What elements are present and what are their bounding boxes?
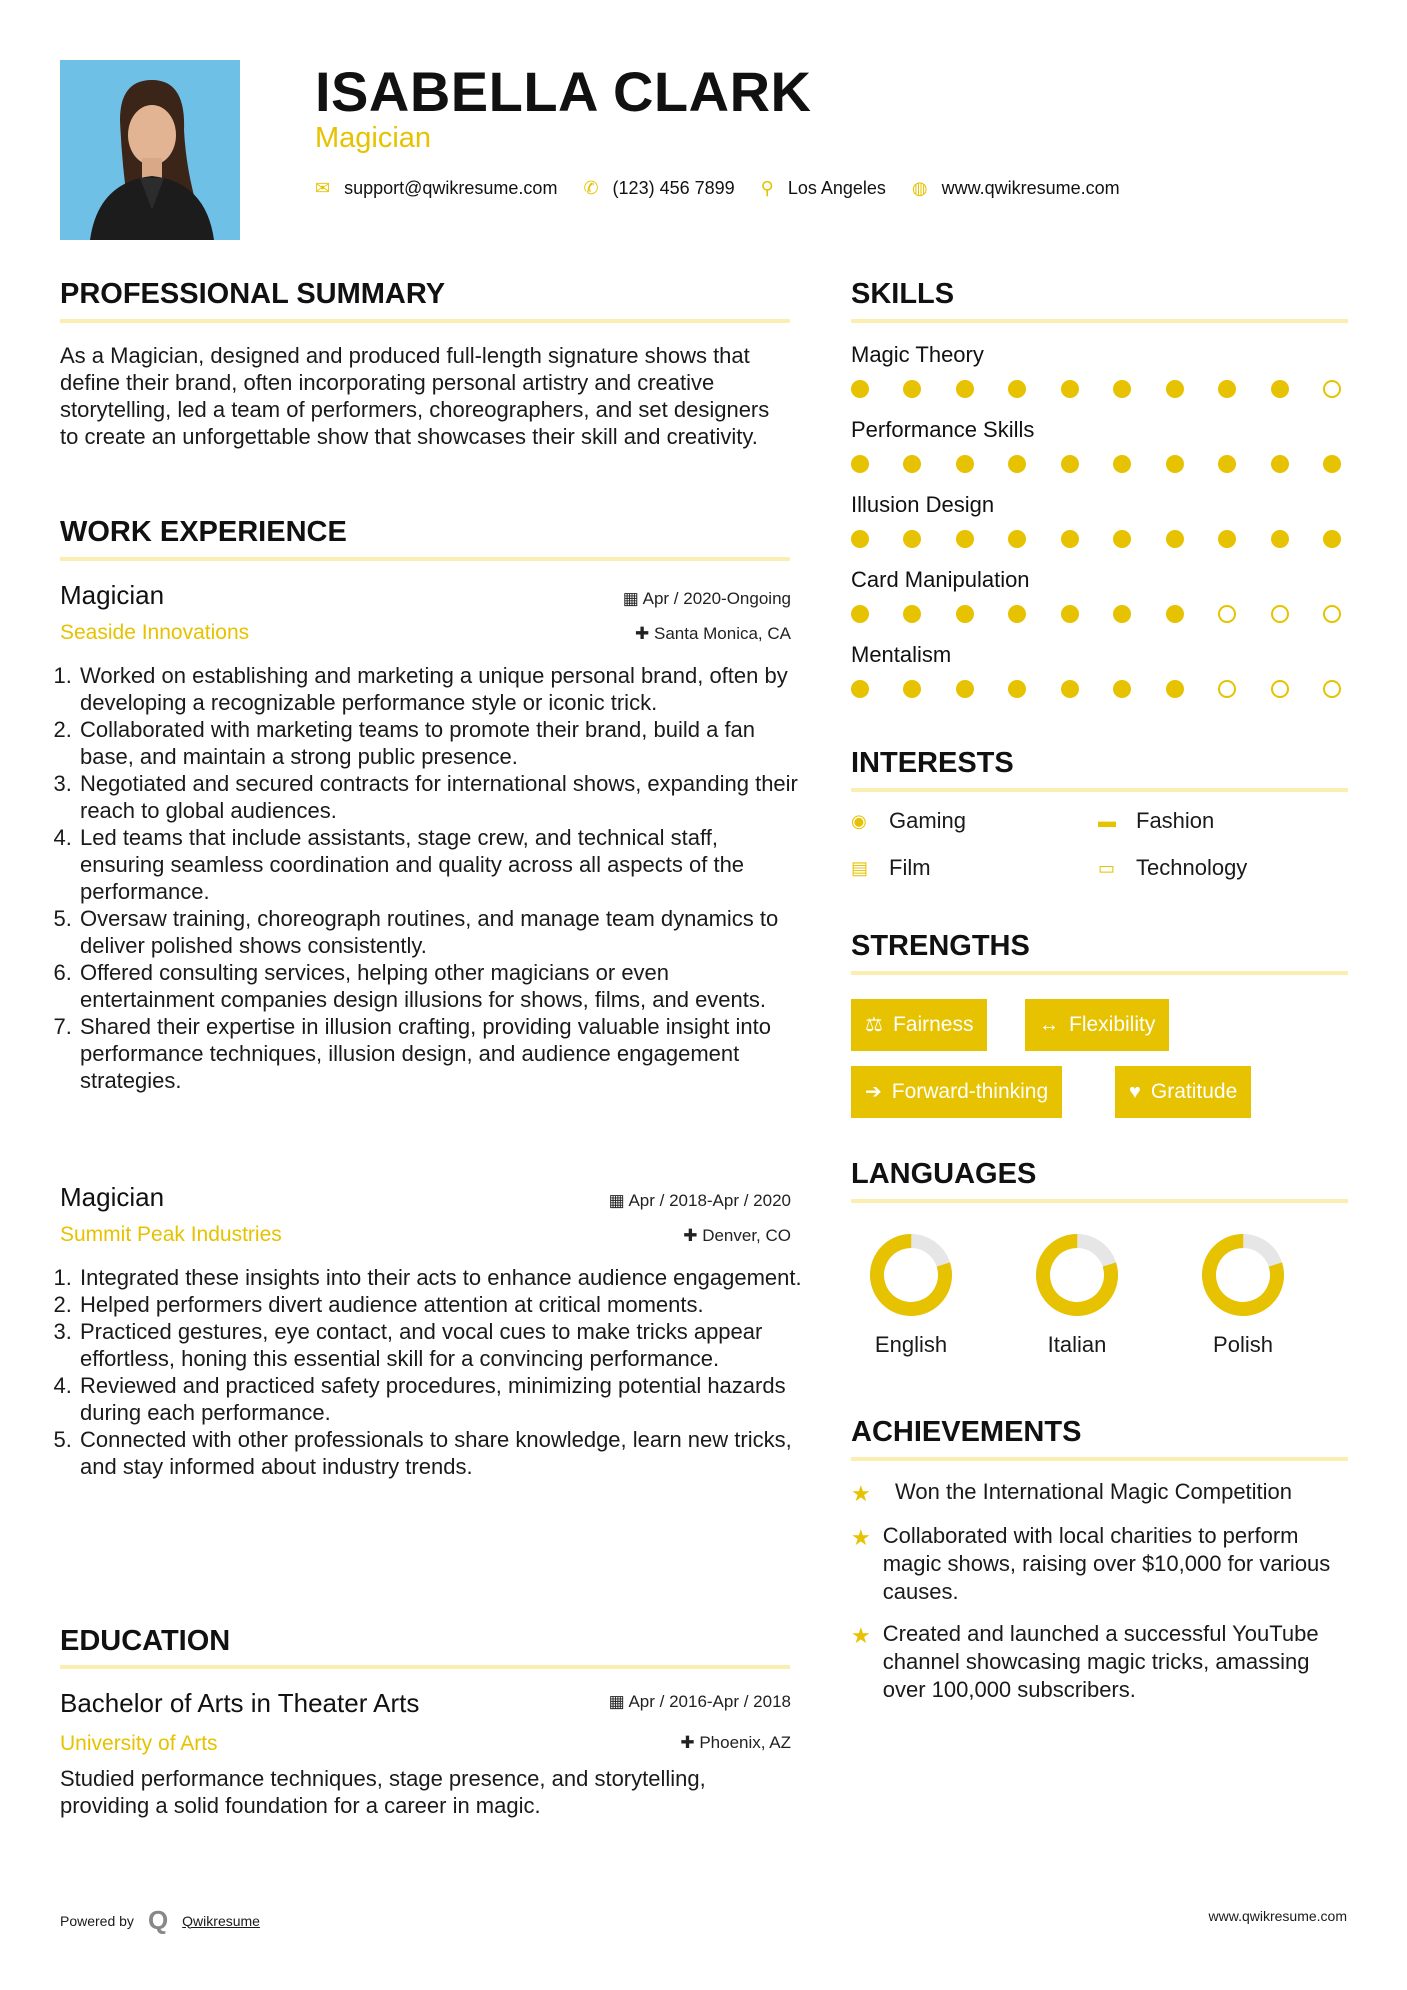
- pin-icon: ✚: [683, 1226, 698, 1245]
- gamepad-icon: ◉: [851, 810, 867, 831]
- language-ring: [1200, 1232, 1286, 1318]
- list-item: 2. Helped performers divert audience attention at critical moments.: [78, 1291, 808, 1318]
- achievement-item: [851, 1620, 1348, 1704]
- job-title: Magician: [60, 1182, 165, 1212]
- rating-dot-filled: [1113, 380, 1131, 398]
- pin-icon: ✚: [635, 624, 650, 643]
- strength-label: Fairness: [892, 1013, 974, 1036]
- achievements-list: [851, 1478, 1348, 1704]
- list-item: 2. Collaborated with marketing teams to promote their brand, build a fan base, and maintain a strong public presence.: [78, 716, 808, 770]
- rating-dot-filled: [851, 455, 869, 473]
- list-item: 5. Connected with other professionals to share knowledge, learn new tricks, and stay informed about industry trends.: [78, 1426, 808, 1480]
- rating-dot-filled: [1166, 680, 1184, 698]
- education-dates: [609, 1692, 791, 1712]
- education-location: [680, 1733, 791, 1753]
- rating-dot-filled: [903, 605, 921, 623]
- achievement-text: Won the International Magic Competition: [895, 1479, 1293, 1504]
- rating-dot-filled: [1271, 380, 1289, 398]
- interest-label: Technology: [1136, 855, 1248, 880]
- rating-dot-filled: [1061, 680, 1079, 698]
- skill-rating: [851, 680, 1341, 698]
- rating-dot-filled: [1008, 605, 1026, 623]
- strength-label: Flexibility: [1069, 1013, 1156, 1036]
- interest-label: Film: [889, 855, 931, 880]
- rating-dot-filled: [851, 605, 869, 623]
- rating-dot-filled: [1008, 530, 1026, 548]
- ring-progress: [868, 1232, 954, 1318]
- summary-divider: [60, 319, 790, 323]
- skills-divider: [851, 319, 1348, 323]
- ring-progress: [1200, 1232, 1286, 1318]
- rating-dot-filled: [903, 680, 921, 698]
- education-text: Studied performance techniques, stage presence, and storytelling, providing a solid foundation for a career in magic.: [60, 1766, 706, 1818]
- skill-label: Card Manipulation: [851, 567, 1030, 592]
- rating-dot-filled: [956, 680, 974, 698]
- job-company: Summit Peak Industries: [60, 1223, 282, 1246]
- rating-dot-empty: [1218, 605, 1236, 623]
- skill-rating: [851, 455, 1341, 473]
- rating-dot-filled: [851, 530, 869, 548]
- language-label: Polish: [1213, 1332, 1273, 1357]
- interests-heading: INTERESTS: [851, 747, 1014, 779]
- rating-dot-filled: [851, 380, 869, 398]
- skill-rating: [851, 605, 1341, 623]
- rating-dot-filled: [1271, 455, 1289, 473]
- list-item: 3. Practiced gestures, eye contact, and vocal cues to make tricks appear effortless, honing this essential skill for a convincing performance.: [78, 1318, 808, 1372]
- pin-icon: ✚: [680, 1733, 695, 1752]
- rating-dot-filled: [1218, 530, 1236, 548]
- star-icon: ★: [851, 1481, 871, 1506]
- rating-dot-filled: [1166, 455, 1184, 473]
- contact-phone[interactable]: (123) 456 7899: [612, 178, 735, 198]
- job-dates: [609, 1191, 791, 1211]
- bag-icon: ▬: [1098, 810, 1116, 831]
- summary-text: As a Magician, designed and produced full-length signature shows that define their brand, often incorporating personal artistry and creative storytelling, led a team of performers, choreographers, and set designers to create an unforgettable show that showcases their skill and creativity.: [60, 343, 770, 449]
- rating-dot-filled: [903, 455, 921, 473]
- interest-item: [851, 808, 966, 834]
- skill-label: Magic Theory: [851, 342, 984, 367]
- languages-divider: [851, 1199, 1348, 1203]
- strength-chip: [851, 999, 987, 1051]
- rating-dot-filled: [851, 680, 869, 698]
- location-pin-icon: ⚲: [760, 178, 774, 198]
- job-dates-text: Apr / 2018-Apr / 2020: [628, 1191, 791, 1210]
- skill-label: Performance Skills: [851, 417, 1035, 442]
- rating-dot-filled: [1166, 530, 1184, 548]
- list-item: 5. Oversaw training, choreograph routines, and manage team dynamics to deliver polished shows consistently.: [78, 905, 808, 959]
- rating-dot-filled: [1218, 380, 1236, 398]
- footer-site[interactable]: www.qwikresume.com: [1208, 1908, 1347, 1924]
- calendar-icon: ▦: [608, 1692, 625, 1711]
- rating-dot-filled: [956, 530, 974, 548]
- rating-dot-filled: [1113, 455, 1131, 473]
- job-location: [635, 624, 791, 644]
- rating-dot-filled: [1323, 530, 1341, 548]
- language-item: [1183, 1232, 1303, 1358]
- strength-chip: [1025, 999, 1169, 1051]
- scale-icon: ⚖: [865, 1014, 883, 1036]
- star-icon: ★: [851, 1623, 871, 1648]
- heart-icon: ♥: [1129, 1081, 1141, 1103]
- list-item: 6. Offered consulting services, helping other magicians or even entertainment companies design illusions for shows, films, and events.: [78, 959, 808, 1013]
- strengths-heading: STRENGTHS: [851, 930, 1030, 962]
- list-item: 1. Worked on establishing and marketing a unique personal brand, often by developing a recognizable performance style or iconic trick.: [78, 662, 808, 716]
- achievement-text: Created and launched a successful YouTube channel showcasing magic tricks, amassing over 100,000 subscribers.: [882, 1621, 1319, 1702]
- contact-location: Los Angeles: [787, 178, 886, 198]
- education-heading: EDUCATION: [60, 1625, 231, 1657]
- contact-bar: [315, 178, 1146, 199]
- qwikresume-logo-icon: Q: [147, 1905, 169, 1935]
- calendar-icon: ▦: [622, 589, 639, 608]
- rating-dot-filled: [1166, 605, 1184, 623]
- job-bullets: [60, 1264, 808, 1480]
- skill-label: Mentalism: [851, 642, 952, 667]
- phone-icon: ✆: [583, 178, 599, 198]
- language-label: Italian: [1047, 1332, 1107, 1357]
- strengths-divider: [851, 971, 1348, 975]
- strength-label: Gratitude: [1150, 1080, 1238, 1103]
- skills-list: [851, 342, 1341, 717]
- rating-dot-filled: [1008, 455, 1026, 473]
- person-portrait-icon: [60, 60, 240, 240]
- achievement-item: [851, 1478, 1348, 1508]
- rating-dot-filled: [1061, 455, 1079, 473]
- language-item: [1017, 1232, 1137, 1358]
- contact-email[interactable]: support@qwikresume.com: [344, 178, 558, 198]
- achievements-heading: ACHIEVEMENTS: [851, 1416, 1082, 1448]
- candidate-role: Magician: [315, 122, 432, 154]
- skill-row: [851, 567, 1341, 642]
- language-ring: [868, 1232, 954, 1318]
- rating-dot-empty: [1323, 680, 1341, 698]
- rating-dot-empty: [1323, 380, 1341, 398]
- rating-dot-filled: [903, 380, 921, 398]
- rating-dot-filled: [1061, 380, 1079, 398]
- rating-dot-filled: [956, 380, 974, 398]
- list-item: 4. Reviewed and practiced safety procedures, minimizing potential hazards during each performance.: [78, 1372, 808, 1426]
- rating-dot-filled: [956, 455, 974, 473]
- skill-row: [851, 492, 1341, 567]
- rating-dot-filled: [1113, 680, 1131, 698]
- skill-row: [851, 342, 1341, 417]
- interest-label: Fashion: [1136, 808, 1215, 833]
- languages-row: [851, 1232, 1348, 1358]
- candidate-name: ISABELLA CLARK: [315, 60, 812, 123]
- job-location: [683, 1226, 791, 1246]
- rating-dot-filled: [1008, 380, 1026, 398]
- list-item: 1. Integrated these insights into their acts to enhance audience engagement.: [78, 1264, 808, 1291]
- rating-dot-filled: [1113, 530, 1131, 548]
- languages-heading: LANGUAGES: [851, 1158, 1037, 1190]
- achievement-item: [851, 1522, 1348, 1606]
- rating-dot-filled: [1113, 605, 1131, 623]
- arrow-right-icon: ➔: [865, 1081, 882, 1103]
- calendar-icon: ▦: [608, 1191, 625, 1210]
- language-ring: [1034, 1232, 1120, 1318]
- achievement-text: Collaborated with local charities to perform magic shows, raising over $10,000 for various causes.: [882, 1523, 1331, 1604]
- globe-icon: ◍: [911, 178, 928, 198]
- interests-divider: [851, 788, 1348, 792]
- ring-progress: [1034, 1232, 1120, 1318]
- job-company: Seaside Innovations: [60, 621, 250, 644]
- rating-dot-filled: [1218, 455, 1236, 473]
- powered-by-text: Powered by: [60, 1912, 134, 1929]
- job-location-text: Denver, CO: [702, 1226, 791, 1245]
- school-name: University of Arts: [60, 1732, 218, 1755]
- interest-item: [851, 855, 931, 881]
- footer-brand: [60, 1905, 260, 1936]
- work-divider: [60, 557, 790, 561]
- education-divider: [60, 1665, 790, 1669]
- contact-website[interactable]: www.qwikresume.com: [941, 178, 1120, 198]
- job-bullets: [60, 662, 808, 1094]
- education-location-text: Phoenix, AZ: [699, 1733, 791, 1752]
- rating-dot-empty: [1323, 605, 1341, 623]
- education-dates-text: Apr / 2016-Apr / 2018: [628, 1692, 791, 1711]
- arrows-icon: ↔: [1039, 1014, 1059, 1036]
- interest-label: Gaming: [889, 808, 967, 833]
- rating-dot-empty: [1271, 605, 1289, 623]
- summary-heading: PROFESSIONAL SUMMARY: [60, 278, 446, 310]
- degree-title: Bachelor of Arts in Theater Arts: [60, 1688, 420, 1718]
- rating-dot-filled: [1061, 530, 1079, 548]
- language-item: [851, 1232, 971, 1358]
- strength-chip: [851, 1066, 1062, 1118]
- interest-item: [1098, 855, 1247, 881]
- list-item: 7. Shared their expertise in illusion crafting, providing valuable insight into performance techniques, illusion design, and audience engagement strategies.: [78, 1013, 808, 1094]
- interest-item: [1098, 808, 1214, 834]
- list-item: 3. Negotiated and secured contracts for international shows, expanding their reach to global audiences.: [78, 770, 808, 824]
- skill-row: [851, 642, 1341, 717]
- skill-label: Illusion Design: [851, 492, 995, 517]
- rating-dot-empty: [1271, 680, 1289, 698]
- rating-dot-filled: [1323, 455, 1341, 473]
- job-dates: [623, 589, 791, 609]
- skill-row: [851, 417, 1341, 492]
- job-title: Magician: [60, 580, 165, 610]
- work-heading: WORK EXPERIENCE: [60, 516, 347, 548]
- strength-chip: [1115, 1066, 1251, 1118]
- email-icon: ✉: [315, 178, 331, 198]
- rating-dot-filled: [956, 605, 974, 623]
- rating-dot-filled: [1061, 605, 1079, 623]
- skill-rating: [851, 530, 1341, 548]
- strength-label: Forward-thinking: [891, 1080, 1049, 1103]
- rating-dot-filled: [1166, 380, 1184, 398]
- profile-photo: [60, 60, 240, 240]
- achievements-divider: [851, 1457, 1348, 1461]
- brand-link[interactable]: Qwikresume: [182, 1912, 260, 1929]
- skill-rating: [851, 380, 1341, 398]
- rating-dot-filled: [1008, 680, 1026, 698]
- list-item: 4. Led teams that include assistants, stage crew, and technical staff, ensuring seamless coordination and quality across all aspects of the performance.: [78, 824, 808, 905]
- language-label: English: [874, 1332, 948, 1357]
- film-icon: ▤: [851, 857, 869, 878]
- skills-heading: SKILLS: [851, 278, 955, 310]
- star-icon: ★: [851, 1525, 871, 1550]
- rating-dot-filled: [903, 530, 921, 548]
- rating-dot-filled: [1271, 530, 1289, 548]
- job-dates-text: Apr / 2020-Ongoing: [642, 589, 791, 608]
- job-location-text: Santa Monica, CA: [653, 624, 791, 643]
- rating-dot-empty: [1218, 680, 1236, 698]
- laptop-icon: ▭: [1098, 857, 1116, 878]
